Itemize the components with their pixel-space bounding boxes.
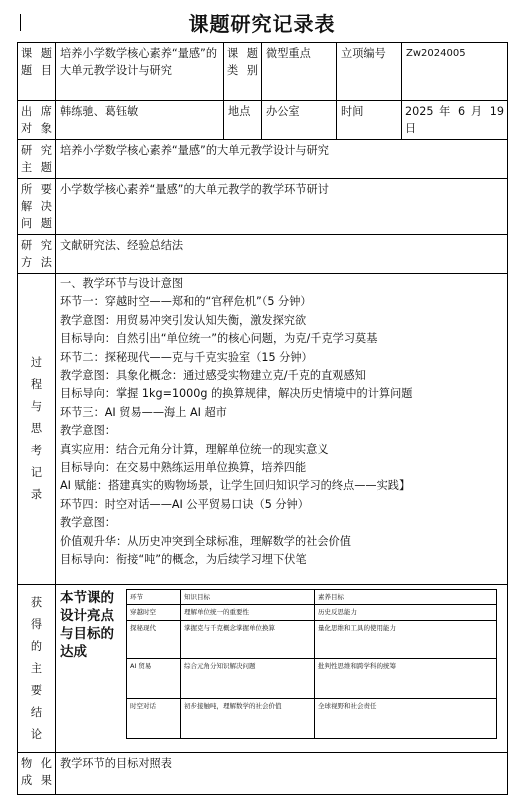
achievements-label-char: 要 (30, 683, 43, 697)
table-cell: 初步接触吨，理解数学的社会价值 (181, 699, 315, 739)
achievements-label-char: 主 (30, 661, 43, 675)
category-value: 微型重点 (262, 43, 337, 101)
process-line: 价值观升华：从历史冲突到全球标准，理解数学的社会价值 (60, 534, 351, 548)
problem-label: 所要解决问题 (18, 179, 56, 235)
objectives-header-cell: 知识目标 (181, 590, 315, 605)
method-label: 研究方法 (18, 235, 56, 274)
table-cell: 历史反思能力 (315, 605, 497, 621)
topic-value: 培养小学数学核心素养“量感”的大单元教学设计与研究 (56, 43, 224, 101)
table-cell: 批判性思维和跨学科的统筹 (315, 659, 497, 699)
process-line: 目标导向：自然引出“单位统一”的核心问题，为克/千克学习莫基 (60, 332, 378, 346)
process-label-char: 与 (30, 400, 43, 413)
achievements-label (18, 585, 56, 753)
process-line: 环节一：穿越时空——郑和的“官秤危机”（5 分钟） (60, 295, 312, 309)
objectives-header-cell: 素养目标 (315, 590, 497, 605)
table-cell: 掌握克与千克概念掌握单位换算 (181, 621, 315, 659)
category-label: 课题类别 (224, 43, 262, 101)
table-cell: 穿越时空 (127, 605, 181, 621)
process-label-char: 程 (30, 378, 43, 391)
location-label: 地点 (224, 101, 262, 140)
table-cell: 时空对话 (127, 699, 181, 739)
time-value: 2025 年 6 月 19 日 (402, 101, 508, 140)
objectives-table (126, 589, 497, 739)
page-title: 课题研究记录表 (188, 12, 336, 36)
process-line: 教学意图： (60, 516, 116, 530)
table-cell: 综合元角分知识解决问题 (181, 659, 315, 699)
process-line: 一、教学环节与设计意图 (60, 277, 184, 290)
achievements-label-char: 获 (30, 595, 43, 609)
process-line: 目标导向：衔接“吨”的概念，为后续学习埋下伏笔 (60, 553, 307, 567)
table-cell: AI 贸易 (127, 659, 181, 699)
process-label-char: 过 (30, 356, 43, 369)
problem-value: 小学数学核心素养“量感”的大单元教学的教学环节研讨 (56, 179, 508, 235)
process-content (56, 274, 508, 585)
table-row (127, 605, 497, 621)
project-no-label: 立项编号 (337, 43, 402, 101)
record-table (17, 42, 508, 795)
topic-label: 课题题目 (18, 43, 56, 101)
process-label-char: 记 (30, 466, 43, 479)
process-label-char: 思 (30, 422, 43, 435)
process-line: 教学意图：用贸易冲突引发认知失衡，激发探究欲 (60, 313, 307, 327)
attendees-label: 出席对象 (18, 101, 56, 140)
process-label (18, 274, 56, 585)
process-label-char: 考 (30, 444, 43, 457)
process-line: 目标导向：掌握 1kg=1000g 的换算规律，解决历史情境中的计算问题 (60, 387, 413, 401)
table-row (127, 699, 497, 739)
time-label: 时间 (337, 101, 402, 140)
attendees-value: 韩练驰、葛钰敏 (56, 101, 224, 140)
process-line: 环节四：时空对话——AI 公平贸易口诀（5 分钟） (60, 497, 309, 511)
achievements-label-char: 结 (30, 705, 43, 719)
research-topic-label: 研究主题 (18, 140, 56, 179)
table-cell: 全球视野和社会责任 (315, 699, 497, 739)
table-row (127, 659, 497, 699)
process-line: 环节三：AI 贸易——海上 AI 超市 (60, 405, 227, 419)
process-label-char: 录 (30, 488, 43, 501)
method-value: 文献研究法、经验总结法 (56, 235, 508, 274)
project-no-value: Zw2024005 (402, 43, 508, 101)
table-row (127, 621, 497, 659)
outcome-label: 物化成果 (18, 753, 56, 795)
process-line: 教学意图：具象化概念：通过感受实物建立克/千克的直观感知 (60, 369, 366, 383)
achievements-label-char: 论 (30, 727, 43, 741)
achievements-content (56, 585, 508, 753)
outcome-value: 教学环节的目标对照表 (56, 753, 508, 795)
objectives-header-row (127, 590, 497, 605)
achievements-heading: 本节课的设计亮点与目标的达成 (60, 590, 114, 660)
process-line: 教学意图： (60, 424, 116, 438)
process-line: AI 赋能：搭建真实的购物场景，让学生回归知识学习的终点——实践】 (60, 479, 411, 493)
achievements-label-char: 的 (30, 639, 43, 653)
table-cell: 探秘现代 (127, 621, 181, 659)
process-line: 目标导向：在交易中熟练运用单位换算，培养四能 (60, 461, 307, 475)
table-cell: 理解单位统一的重要性 (181, 605, 315, 621)
location-value: 办公室 (262, 101, 337, 140)
research-topic-value: 培养小学数学核心素养“量感”的大单元教学设计与研究 (56, 140, 508, 179)
achievements-label-char: 得 (30, 617, 43, 631)
table-cell: 量化思维和工具的使用能力 (315, 621, 497, 659)
process-line: 环节二：探秘现代——克与千克实验室（15 分钟） (60, 350, 313, 364)
objectives-header-cell: 环节 (127, 590, 181, 605)
process-line: 真实应用：结合元角分计算，理解单位统一的现实意义 (60, 442, 329, 456)
